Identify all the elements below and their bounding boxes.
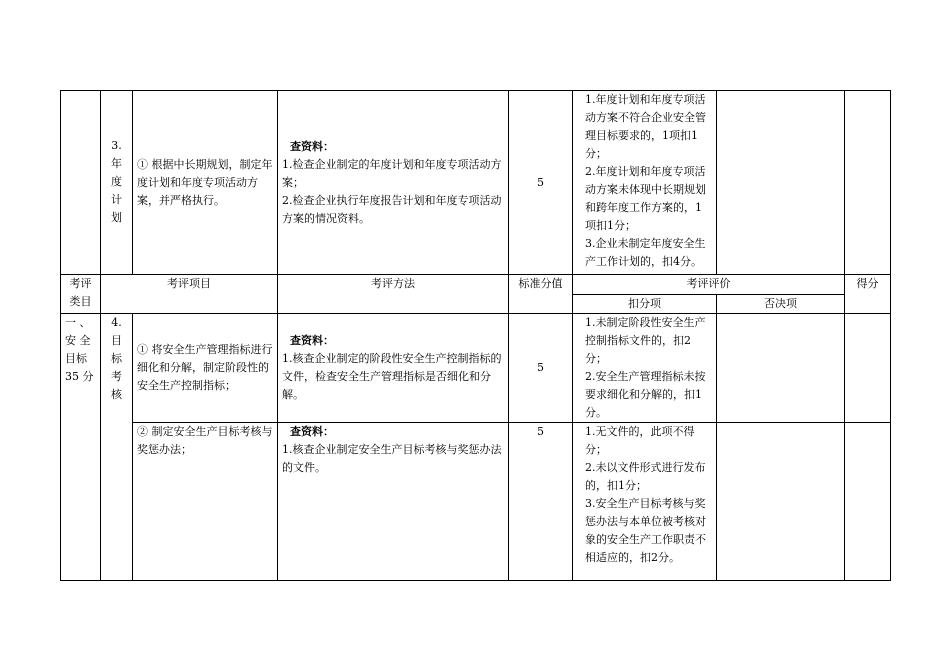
- row-annual-plan: [61, 91, 891, 275]
- method-line: 1.核查企业制定安全生产目标考核与奖惩办法的文件。: [282, 443, 502, 474]
- item-char: 目: [111, 334, 122, 347]
- category-line: 目标: [65, 352, 87, 365]
- method-cell: [278, 423, 509, 581]
- deduction-cell: [573, 314, 717, 423]
- category-line: 安 全: [65, 334, 91, 347]
- deduction-line: 1.无文件的，此项不得分；: [585, 425, 695, 456]
- row-target-assessment-b: [61, 423, 891, 581]
- veto-cell: [717, 423, 845, 581]
- deduction-line: 3.安全生产目标考核与奖惩办法与本单位被考核对象的安全生产工作职责不相适应的，扣2分。: [585, 497, 706, 564]
- deduction-line: 2.安全生产管理指标未按要求细化和分解的，扣1分。: [585, 370, 706, 419]
- category-line: 一 、: [65, 316, 91, 329]
- item-content: ② 制定安全生产目标考核与奖惩办法；: [133, 423, 278, 581]
- item-char: 年: [111, 157, 122, 170]
- result-cell: [845, 314, 891, 423]
- veto-cell: [717, 314, 845, 423]
- standard-score: 5: [509, 91, 573, 275]
- method-title: 查资料：: [290, 334, 334, 347]
- veto-cell: [717, 91, 845, 275]
- category-line: 35 分: [65, 370, 94, 383]
- header-item: 考评项目: [101, 275, 278, 314]
- method-title: 查资料：: [290, 425, 334, 438]
- deduction-cell: [573, 91, 717, 275]
- item-char: 核: [111, 388, 122, 401]
- row-target-assessment-a: [61, 314, 891, 423]
- category-cell-empty: [61, 91, 101, 275]
- method-cell: [278, 314, 509, 423]
- method-line: 1.检查企业制定的年度计划和年度专项活动方案；: [282, 157, 502, 189]
- method-line: 2.检查企业执行年度报告计划和年度专项活动方案的情况资料。: [282, 193, 502, 225]
- header-evaluation: 考评评价: [573, 275, 845, 295]
- header-row: [61, 275, 891, 295]
- result-cell: [845, 91, 891, 275]
- item-content: ① 将安全生产管理指标进行细化和分解，制定阶段性的安全生产控制指标；: [133, 314, 278, 423]
- standard-score: 5: [509, 423, 573, 581]
- category-cell: [61, 314, 101, 581]
- method-cell: [278, 91, 509, 275]
- deduction-line: 3.企业未制定年度安全生产工作计划的，扣4分。: [585, 237, 706, 268]
- deduction-line: 1.未制定阶段性安全生产控制指标文件的，扣2分；: [585, 316, 706, 365]
- deduction-line: 1.年度计划和年度专项活动方案不符合企业安全管理目标要求的，1项扣1分；: [585, 93, 706, 160]
- item-char: 标: [111, 352, 122, 365]
- header-category: 考评 类目: [61, 275, 101, 314]
- item-number-cell: [101, 91, 133, 275]
- item-char: 计: [111, 193, 122, 206]
- item-content: ① 根据中长期规划，制定年度计划和年度专项活动方案，并严格执行。: [133, 91, 278, 275]
- assessment-table: [60, 90, 891, 581]
- header-veto: 否决项: [717, 295, 845, 314]
- item-number: 3.: [111, 139, 122, 152]
- method-title: 查资料：: [290, 139, 334, 153]
- deduction-cell: [573, 423, 717, 581]
- item-number: 4.: [111, 316, 122, 329]
- header-result: 得分: [845, 275, 891, 314]
- header-score: 标准分值: [509, 275, 573, 314]
- method-line: 1.核查企业制定的阶段性安全生产控制指标的文件，检查安全生产管理指标是否细化和分解。: [282, 352, 502, 401]
- header-deduction: 扣分项: [573, 295, 717, 314]
- header-method: 考评方法: [278, 275, 509, 314]
- standard-score: 5: [509, 314, 573, 423]
- item-char: 划: [111, 211, 122, 224]
- item-char: 考: [111, 370, 122, 383]
- result-cell: [845, 423, 891, 581]
- deduction-line: 2.年度计划和年度专项活动方案未体现中长期规划和跨年度工作方案的，1项扣1分；: [585, 165, 706, 232]
- item-number-cell: [101, 314, 133, 581]
- item-char: 度: [111, 175, 122, 188]
- deduction-line: 2.未以文件形式进行发布的，扣1分；: [585, 461, 706, 492]
